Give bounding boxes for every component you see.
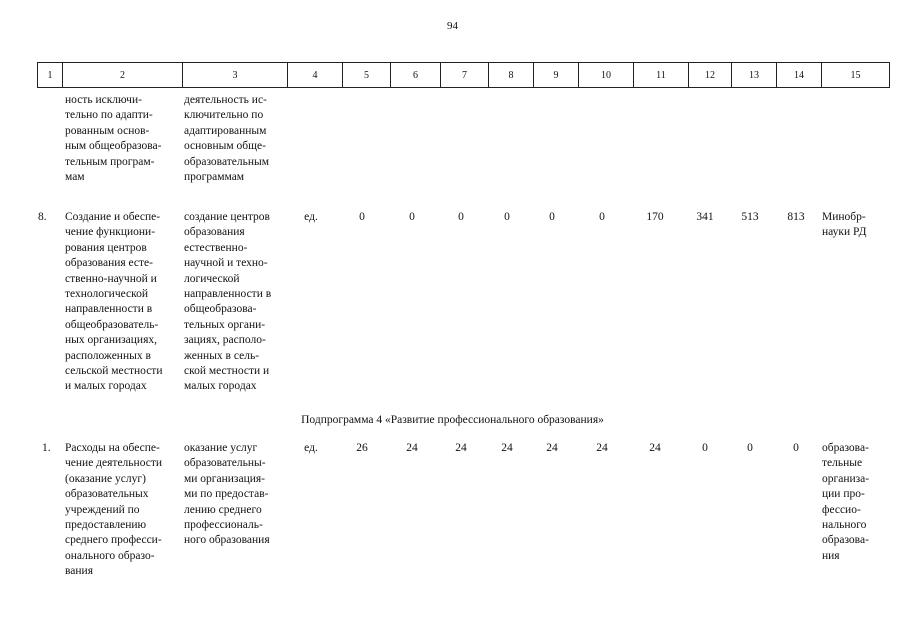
header-col-3: 3: [183, 63, 288, 87]
subprogram-title: Подпрограмма 4 «Развитие профессионального образования»: [301, 414, 604, 426]
row8-indicator: создание центров образования естественно- научной и техно- логической направленности в общеобразова- тельных органи- зациях, располо- женных в сель- ской местности и малых городах: [184, 211, 272, 393]
row1-value-col9: 24: [546, 442, 558, 454]
row1-measure: Расходы на обеспе- чение деятельности (оказание услуг) образовательных учреждений по предоставлению среднего професси- онального образо- вания: [65, 442, 163, 578]
row1-value-col5: 26: [356, 442, 368, 454]
header-col-12: 12: [689, 63, 732, 87]
header-col-6: 6: [391, 63, 441, 87]
row8-unit: ед.: [304, 211, 318, 223]
row1-unit: ед.: [304, 442, 318, 454]
row1-value-col7: 24: [455, 442, 467, 454]
row8-value-col11: 170: [646, 211, 664, 223]
row8-value-col8: 0: [504, 211, 510, 223]
header-col-8: 8: [489, 63, 534, 87]
row8-value-col7: 0: [458, 211, 464, 223]
header-col-1: 1: [38, 63, 63, 87]
row8-value-col9: 0: [549, 211, 555, 223]
header-col-2: 2: [63, 63, 183, 87]
continuation-col2: ность исключи- тельно по адапти- рованным основ- ным общеобразова- тельным програм- мам: [65, 94, 162, 184]
row1-value-col14: 0: [793, 442, 799, 454]
row8-value-col14: 813: [787, 211, 805, 223]
row8-value-col10: 0: [599, 211, 605, 223]
row8-measure: Создание и обеспе- чение функциони- рования центров образования есте- ственно-научной и технологической направленности в общеобразователь- ных организациях, расположенных в сельской местности и малых городах: [65, 211, 163, 393]
header-col-13: 13: [732, 63, 777, 87]
row8-responsible: Минобр- науки РД: [822, 211, 867, 239]
row1-number: 1.: [42, 442, 51, 454]
continuation-col3: деятельность ис- ключительно по адаптированным основным обще- образовательным программам: [184, 94, 270, 184]
row1-value-col11: 24: [649, 442, 661, 454]
header-col-5: 5: [343, 63, 391, 87]
page-number: 94: [447, 20, 458, 32]
header-col-10: 10: [579, 63, 634, 87]
header-col-15: 15: [822, 63, 890, 87]
header-col-9: 9: [534, 63, 579, 87]
row8-value-col6: 0: [409, 211, 415, 223]
row1-value-col13: 0: [747, 442, 753, 454]
header-col-7: 7: [441, 63, 489, 87]
row1-value-col10: 24: [596, 442, 608, 454]
row8-number: 8.: [38, 211, 47, 223]
row1-value-col8: 24: [501, 442, 513, 454]
header-col-4: 4: [288, 63, 343, 87]
row1-value-col6: 24: [406, 442, 418, 454]
row1-value-col12: 0: [702, 442, 708, 454]
row8-value-col12: 341: [696, 211, 714, 223]
row1-responsible: образова- тельные организа- ции про- фессио- нального образова- ния: [822, 442, 870, 562]
header-col-14: 14: [777, 63, 822, 87]
row8-value-col13: 513: [741, 211, 759, 223]
row8-value-col5: 0: [359, 211, 365, 223]
header-col-11: 11: [634, 63, 689, 87]
row1-indicator: оказание услуг образовательны- ми организация- ми по предостав- лению среднего профессиональ- ного образования: [184, 442, 270, 547]
table-header-row: [37, 62, 890, 88]
